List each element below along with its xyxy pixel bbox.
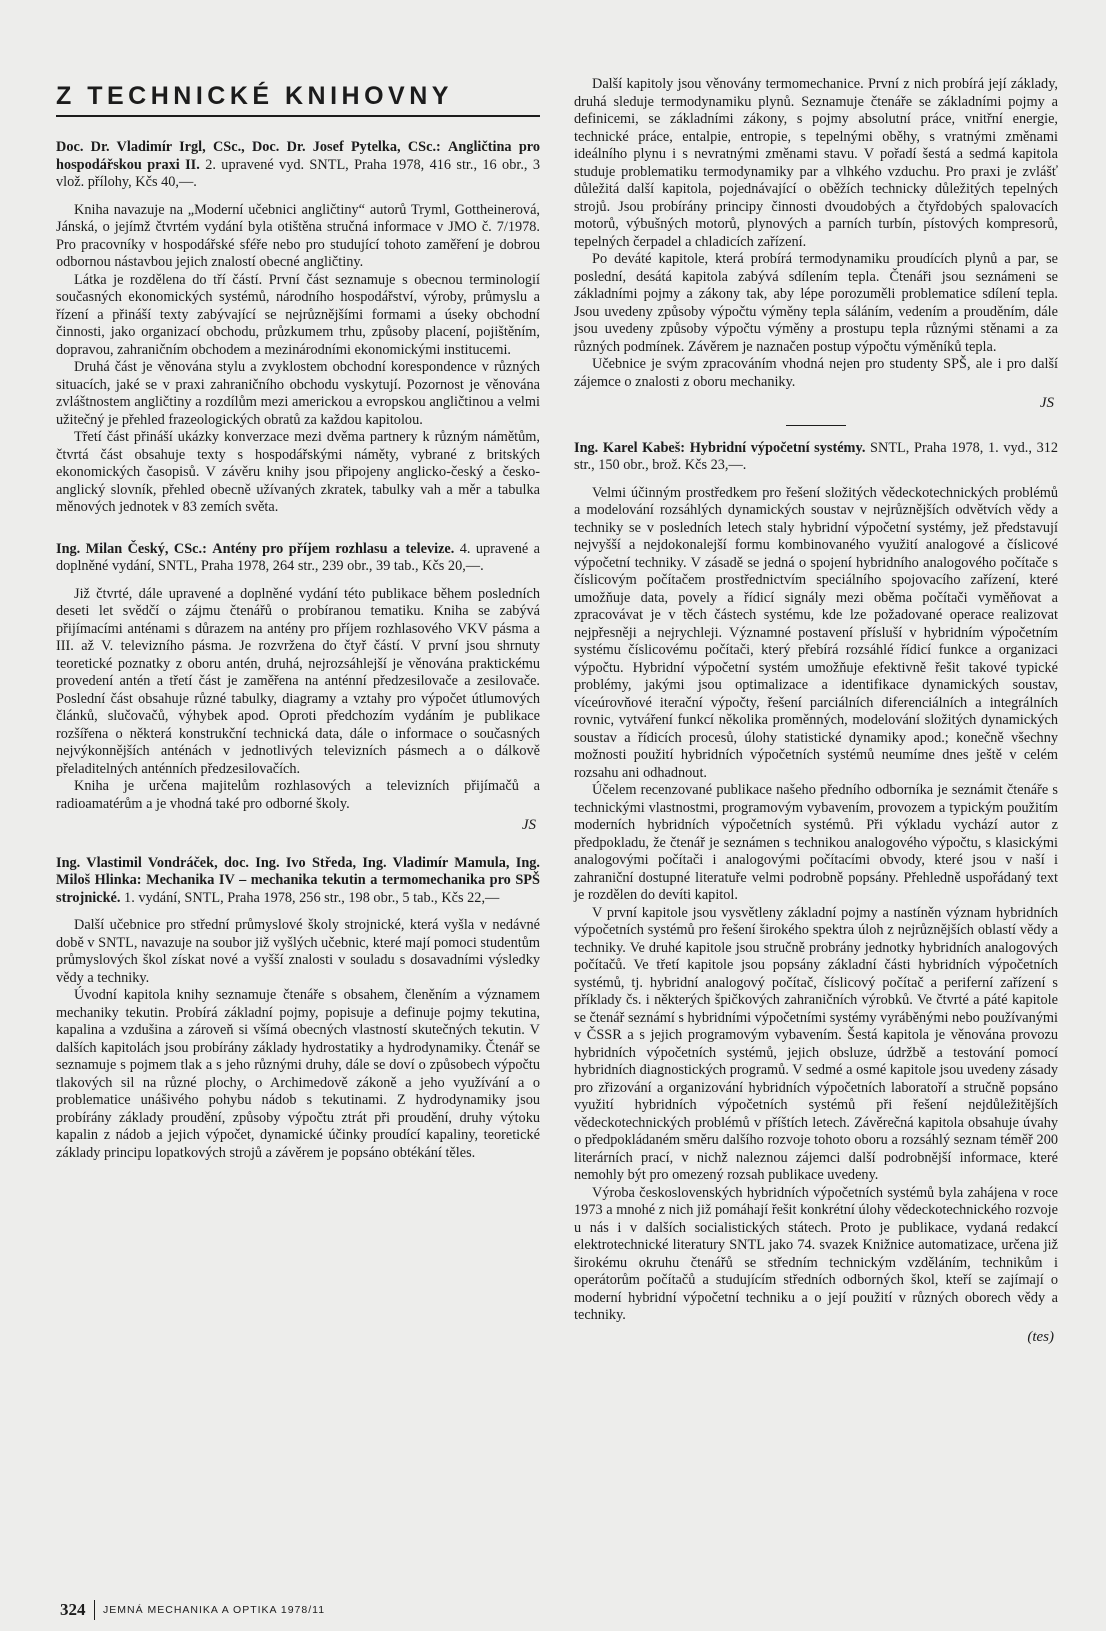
review-paragraph: Účelem recenzované publikace našeho předního odborníka je seznámit čtenáře s technickými vlastnostmi, programovým vybavením, provozem a typickým použitím moderních hybridních výpočetních systémů. Při výkladu vychází autor z předpokladu, že čtenář je seznámen s technikou analogového výpočtu, s klasickými analogovými počítači i analogovými počítacími obvody, které jsou v naší i zahraniční dostupné literatuře velmi podrobně popsány. Přehledně uspořádaný text je rozdělen do devíti kapitol. [574,782,1058,903]
reviewer-initials: (tes) [1027,1328,1054,1345]
review-authors: Ing. Karel Kabeš: [574,439,686,456]
publication-details: 2. upravené vyd. SNTL, Praha 1978, 416 str., 16 obr., 3 vlož. přílohy, Kčs 40,—. [56,156,540,190]
bibliography [56,139,540,192]
review-authors: Ing. Milan Český, CSc.: [56,540,207,557]
bibliography [56,541,540,576]
review-paragraph: Kniha je určena majitelům rozhlasových a televizních přijímačů a radioamatérům a je vhodná také pro odborné školy. [56,778,540,812]
book-title: Antény pro příjem rozhlasu a televize. [212,540,455,557]
book-title: Angličtina pro hospodářskou praxi II. [56,139,541,173]
review-paragraph: Druhá část je věnována stylu a zvyklostem obchodní korespondence v různých situacích, jaké se v praxi zahraničního obchodu vyskytují. Pozornost je věnována zvláštnostem angličtiny a rozdílům mezi americkou a evropskou angličtinou a velmi užitečný je přehled frazeologických obratů za každou kapitolou. [56,359,540,428]
publication-details: SNTL, Praha 1978, 1. vyd., 312 str., 150 obr., brož. Kčs 23,—. [574,439,1059,473]
publication-details: 4. upravené a doplněné vydání, SNTL, Praha 1978, 264 str., 239 obr., 39 tab., Kčs 20,—. [56,540,541,574]
review-1 [56,139,540,517]
page-number: 324 [60,1600,86,1619]
review-paragraph: V první kapitole jsou vysvětleny základní pojmy a nastíněn význam hybridních výpočetních systémů pro řešení širokého spektra úloh z nejrůznějších oblastí vědy a techniky. Ve druhé kapitole jsou stručně probrány jednotky hybridních analogových počítačů. Ve třetí kapitole jsou popsány základní části hybridních výpočetních systémů, tj. hybridní analogový počítač, číslicový počítač a periferní zařízení s příklady čs. i některých špičkových zahraničních výrobků. Ve čtvrté a páté kapitole se čtenář seznámí s hybridními výpočetními systémy vyráběnými nebo používanými v ČSSR a s jejich programovým vybavením. Šestá kapitola je věnována provozu hybridních výpočetních systémů, jejich obsluze, údržbě a testování pomocí hybridních diagnostických programů. V sedmé a osmé kapitole jsou uvedeny zásady pro zřizování a organizování hybridních výpočetních laboratoří a stručně popsáno využití hybridních výpočetních systémů při řešení nejdůležitějších vědeckotechnických problémů v příštích letech. Závěrečná kapitola obsahuje úvahy o předpokládaném směru dalšího rozvoje tohoto oboru a rozsáhlý seznam téměř 200 literárních prací, v nichž naleznou zájemci další podrobnější informace, které nemohly být pro omezený rozsah publikace uvedeny. [574,904,1058,1183]
review-paragraph: Výroba československých hybridních výpočetních systémů byla zahájena v roce 1973 a mnohé z nich již pomáhají řešit konkrétní úlohy vědeckotechnického rozvoje u nás i v dalších socialistických státech. Proto je publikace, vydaná redakcí elektrotechnické literatury SNTL jako 74. svazek Knižnice automatizace, určena již širokému okruhu čtenářů se středním technickým vzděláním, technikům i operátorům počítačů a studujícím středních odborných škol, kteří se zajímají o moderní hybridní výpočetní techniku a o její použití v různých oborech vědy a techniky. [574,1184,1058,1323]
book-title: Mechanika IV – mechanika tekutin a termomechanika pro SPŠ strojnické. [56,872,540,906]
footer-divider [94,1600,96,1620]
review-paragraph: Velmi účinným prostředkem pro řešení složitých vědeckotechnických problémů a modelování rozsáhlých dynamických soustav v nejrůznějších odvětvích vědy a techniky se v posledních letech staly hybridní výpočetní systémy, jež představují nejvyšší a nejdokonalejší formu kombinovaného využití analogové a číslicové výpočetní techniky. V zásadě se jedná o spojení hybridního analogového počítače s číslicovým počítačem prostřednictvím speciálního spojovacího zařízení, které umožňuje data, povely a řídicí signály mezi oběma počítači vyměňovat a zpracovávat je v těch částech systému, kde lze požadované operace realizovat nejpřesněji a nejrychleji. Významné postavení přísluší v hybridním výpočetním systému číslicovému počítači, který přebírá rozsáhlé řídicí funkce a organizaci výpočtu. Hybridní výpočetní systém umožňuje efektivně řešit takové typické problémy, jakými jsou optimalizace a identifikace dynamických soustav, víceúrovňové iterační výpočty, řešení parciálních diferenciálních a integrálních rovnic, vytváření funkcí několika proměnných, modelování složitých dynamických soustav a řídicích procesů, úlohy statistické dynamiky apod.; konečně všechny možnosti použití hybridních výpočetních systémů neumíme dnes ještě v celém rozsahu ani odhadnout. [574,484,1058,781]
review-separator [786,425,846,426]
right-column [574,76,1058,1346]
review-authors: Ing. Vlastimil Vondráček, doc. Ing. Ivo Středa, Ing. Vladimír Mamula, Ing. Miloš Hlinka: [56,854,540,888]
review-paragraph: Kniha navazuje na „Moderní učebnici angličtiny“ autorů Tryml, Gottheinerová, Jánská, o jejímž čtvrtém vydání byla otištěna stručná informace v JMO č. 7/1978. Pro pracovníky v hospodářské sféře nebo pro studující tohoto zaměření je dobrou odbornou nástavbou jejich znalostí obecné angličtiny. [56,201,540,270]
review-2 [56,541,540,835]
review-authors: Doc. Dr. Vladimír Irgl, CSc., Doc. Dr. Josef Pytelka, CSc.: [56,139,441,155]
book-title: Hybridní výpočetní systémy. [689,439,866,456]
journal-name: JEMNÁ MECHANIKA A OPTIKA 1978/11 [103,1604,326,1616]
page-footer [60,1600,325,1620]
review-paragraph: Již čtvrté, dále upravené a doplněné vydání této publikace během posledních deseti let svědčí o zájmu čtenářů o probíranou tematiku. Kniha se zabývá přijímacími anténami s důrazem na antény pro příjem rozhlasového VKV pásma a III. až V. televizního pásma. Je rozvržena do čtyř částí. V první jsou shrnuty teoretické poznatky z oboru antén, druhá, nejrozsáhlejší je věnována praktickému provedení antén a třetí část je zaměřena na anténní předzesilovače a zesilovače. Poslední část obsahuje různé tabulky, diagramy a vztahy pro výpočet útlumových článků, slučovačů, výhybek apod. Oproti předchozím vydáním je publikace rozšířena o některá konstrukční technická data, dále o informace o současných nejvýkonnějších anténách v jednotlivých televizních pásmech a o dálkově přeladitelných anténních předzesilovačích. [56,585,540,777]
review-4 [574,440,1058,1347]
left-column [56,70,540,1162]
review-paragraph: Látka je rozdělena do tří částí. První část seznamuje s obecnou terminologií současných ekonomických systémů, národního hospodářství, výroby, průmyslu a řízení a přináší texty zabývající se nejrůznějšími formami a úseky obchodní činnosti, jako organizací obchodu, průzkumem trhu, způsoby placení, pojištěním, dopravou, zahraničním obchodem a mezinárodními ekonomickými institucemi. [56,271,540,358]
bibliography [56,855,540,908]
section-title: Z TECHNICKÉ KNIHOVNY [56,82,540,117]
reviewer-initials: JS [521,817,536,833]
review-3 [56,855,540,1163]
review-paragraph: Třetí část přináší ukázky konverzace mezi dvěma partnery k různým námětům, čtvrtá část obsahuje texty s hospodářskými náměty, vybrané z britských ekonomických časopisů. V závěru knihy jsou připojeny anglicko-český a česko-anglický slovník, přehled obecně užívaných zkratek, tabulky vah a měr a tabulka měnových jednotek v 83 zemích světa. [56,429,540,515]
review-paragraph: Po deváté kapitole, která probírá termodynamiku proudících plynů a par, se poslední, desátá kapitola zabývá sdílením tepla. Čtenáři jsou seznámeni se základními pojmy a zákony tak, aby lépe porozuměli problematice sdílení tepla. Jsou uvedeny způsoby výpočtu výměny tepla sáláním, vedením a prouděním, dále jsou uvedeny způsoby výpočtu výměny a prostupu tepla různými stěnami a za různých podmínek. Závěrem je naznačen postup výpočtu výměníků tepla. [574,251,1058,355]
review-paragraph: Učebnice je svým zpracováním vhodná nejen pro studenty SPŠ, ale i pro další zájemce o znalosti z oboru mechaniky. [574,356,1058,390]
review-paragraph: Další kapitoly jsou věnovány termomechanice. První z nich probírá její základy, druhá sleduje termodynamiku plynů. Seznamuje čtenáře se základními pojmy a definicemi, se základními zákony, s pojmy absolutní práce, vnitřní energie, technické práce, entalpie, entropie, s tepelnými oběhy, s vratnými změnami ideálního plynu i s nevratnými změnami stavu. V pořadí šestá a sedmá kapitola studuje problematiku termodynamiky par a vlhkého vzduchu. Pro praxi je zvlášť důležitá další kapitola, pojednávající o oběžích technicky důležitých tepelných strojů. Jsou probírány principy činnosti dvoudobých a čtyřdobých spalovacích motorů, výbušných motorů, plynových a parních turbín, pístových kompresorů, tepelných čerpadel a chladicích zařízení. [574,76,1058,250]
review-3-continued [574,76,1058,413]
reviewer-initials: JS [1039,395,1054,411]
bibliography [574,440,1058,475]
publication-details: 1. vydání, SNTL, Praha 1978, 256 str., 198 obr., 5 tab., Kčs 22,— [124,889,500,906]
review-paragraph: Další učebnice pro střední průmyslové školy strojnické, která vyšla v nedávné době v SNTL, navazuje na soubor již vyšlých učebnic, které mají pomoci studentům průmyslových škol získat nové a vyšší znalosti v souladu s dosavadními výsledky vědy a techniky. [56,917,540,986]
review-paragraph: Úvodní kapitola knihy seznamuje čtenáře s obsahem, členěním a významem mechaniky tekutin. Probírá základní pojmy, popisuje a definuje pojmy tekutina, kapalina a vzdušina a zároveň si všímá obecných vlastností skutečných tekutin. V dalších kapitolách jsou probírány základy hydrostatiky a hydrodynamiky. Čtenář se seznamuje s pojmem tlak a s jeho různými druhy, dále se doví o způsobech výpočtu tlakových sil na různé plochy, o Archimedově zákoně a jeho využívání a o problematice unášivého pohybu nádob s tekutinami. Z hydrodynamiky jsou probírány základy proudění, způsoby výpočtu ztrát při proudění, druhy výtoku kapalin z nádob a jejich výpočet, dynamické účinky proudící kapaliny, teoretické základy principu lopatkových strojů a závěrem je popsáno obtékání těles. [56,987,540,1161]
